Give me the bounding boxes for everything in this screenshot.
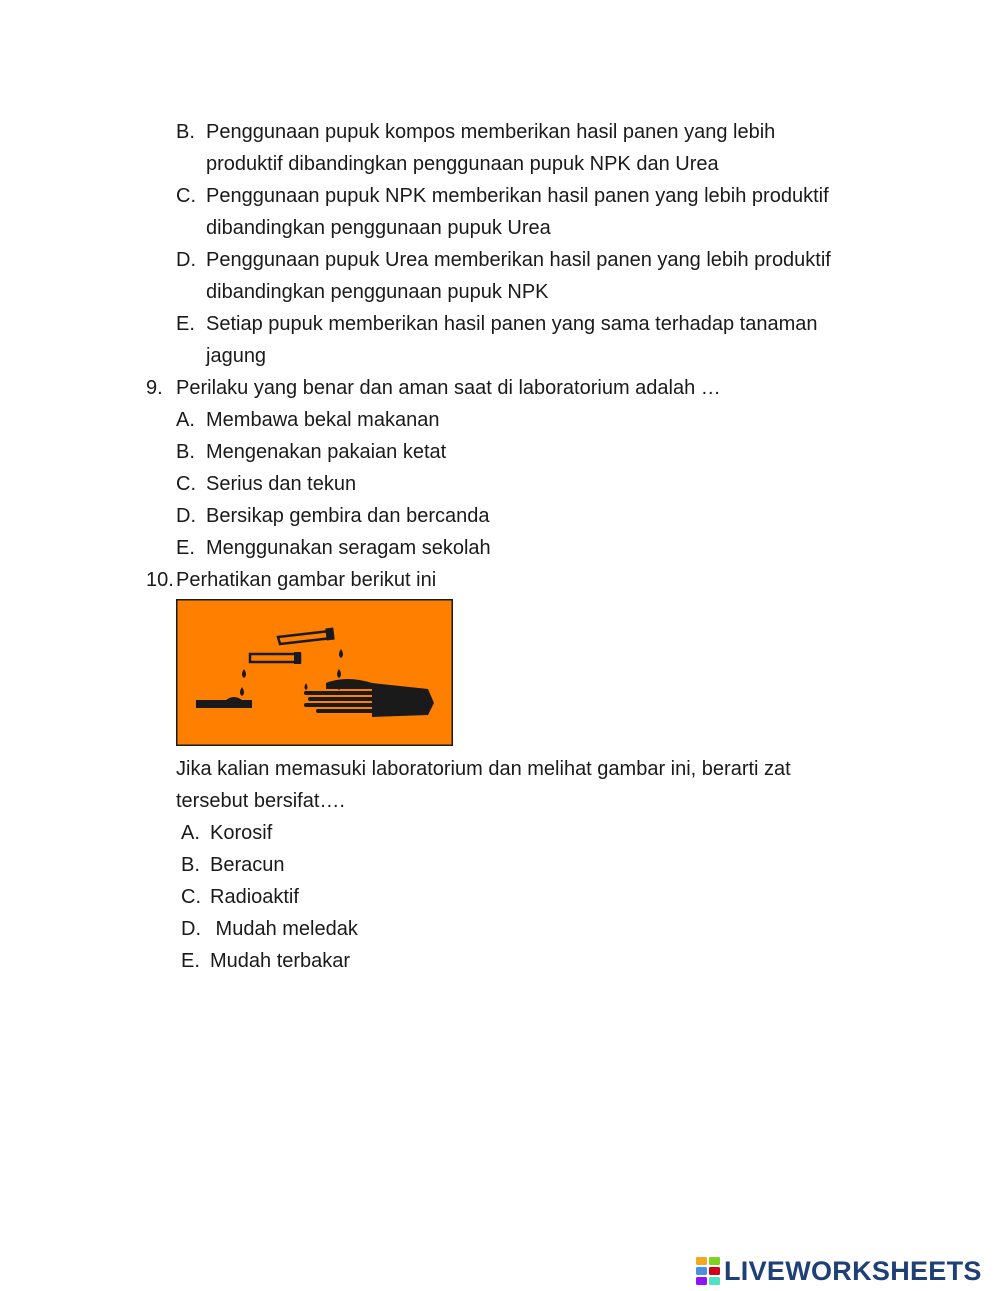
q8-option-e-label: E. [176, 313, 195, 335]
q8-option-c-label: C. [176, 185, 196, 207]
q8-option-b-text-1: Penggunaan pupuk kompos memberikan hasil panen yang lebih [206, 121, 776, 143]
q9-number: 9. [146, 377, 163, 399]
q10-option-e-text: Mudah terbakar [210, 950, 351, 972]
q10-question-text: Perhatikan gambar berikut ini [176, 569, 437, 591]
q8-option-b-label: B. [176, 121, 195, 143]
q9-option-d-label: D. [176, 505, 196, 527]
q10-option-d-label: D. [181, 918, 201, 940]
sign-background [176, 599, 453, 746]
q10-option-e-label: E. [181, 950, 200, 972]
q9-option-b-text: Mengenakan pakaian ketat [206, 441, 447, 463]
q10-option-b-label: B. [181, 854, 200, 876]
q8-option-e-text-1: Setiap pupuk memberikan hasil panen yang sama terhadap tanaman [206, 313, 818, 335]
q10-option-c-label: C. [181, 886, 201, 908]
q8-option-e-text-2: jagung [206, 345, 267, 367]
q10-prompt-line-1: Jika kalian memasuki laboratorium dan melihat gambar ini, berarti zat [176, 758, 791, 780]
q9-option-a-label: A. [176, 409, 195, 431]
q10-option-a-text: Korosif [210, 822, 273, 844]
q10-option-a-label: A. [181, 822, 200, 844]
q9-option-b-label: B. [176, 441, 195, 463]
q9-option-c-text: Serius dan tekun [206, 473, 357, 495]
q9-option-e-label: E. [176, 537, 195, 559]
q8-option-c-text-1: Penggunaan pupuk NPK memberikan hasil panen yang lebih produktif [206, 185, 829, 207]
q8-option-d-text-1: Penggunaan pupuk Urea memberikan hasil panen yang lebih produktif [206, 249, 831, 271]
q10-prompt-line-2: tersebut bersifat…. [176, 790, 345, 812]
q8-option-d-label: D. [176, 249, 196, 271]
liveworksheets-logo [696, 1254, 982, 1288]
q10-option-c-text: Radioaktif [210, 886, 299, 908]
liveworksheets-blocks-icon [696, 1257, 720, 1285]
q10-number: 10. [146, 569, 174, 591]
q9-option-a-text: Membawa bekal makanan [206, 409, 440, 431]
q9-question-text: Perilaku yang benar dan aman saat di laboratorium adalah … [176, 377, 721, 399]
q9-option-d-text: Bersikap gembira dan bercanda [206, 505, 490, 527]
q8-option-d-text-2: dibandingkan penggunaan pupuk NPK [206, 281, 549, 303]
corrosive-hazard-icon [176, 599, 453, 746]
q9-option-e-text: Menggunakan seragam sekolah [206, 537, 491, 559]
liveworksheets-wordmark: LIVEWORKSHEETS [724, 1255, 982, 1286]
q9-option-c-label: C. [176, 473, 196, 495]
q10-option-b-text: Beracun [210, 854, 285, 876]
q10-option-d-text: Mudah meledak [210, 918, 358, 940]
q8-option-b-text-2: produktif dibandingkan penggunaan pupuk NPK dan Urea [206, 153, 719, 175]
q8-option-c-text-2: dibandingkan penggunaan pupuk Urea [206, 217, 551, 239]
